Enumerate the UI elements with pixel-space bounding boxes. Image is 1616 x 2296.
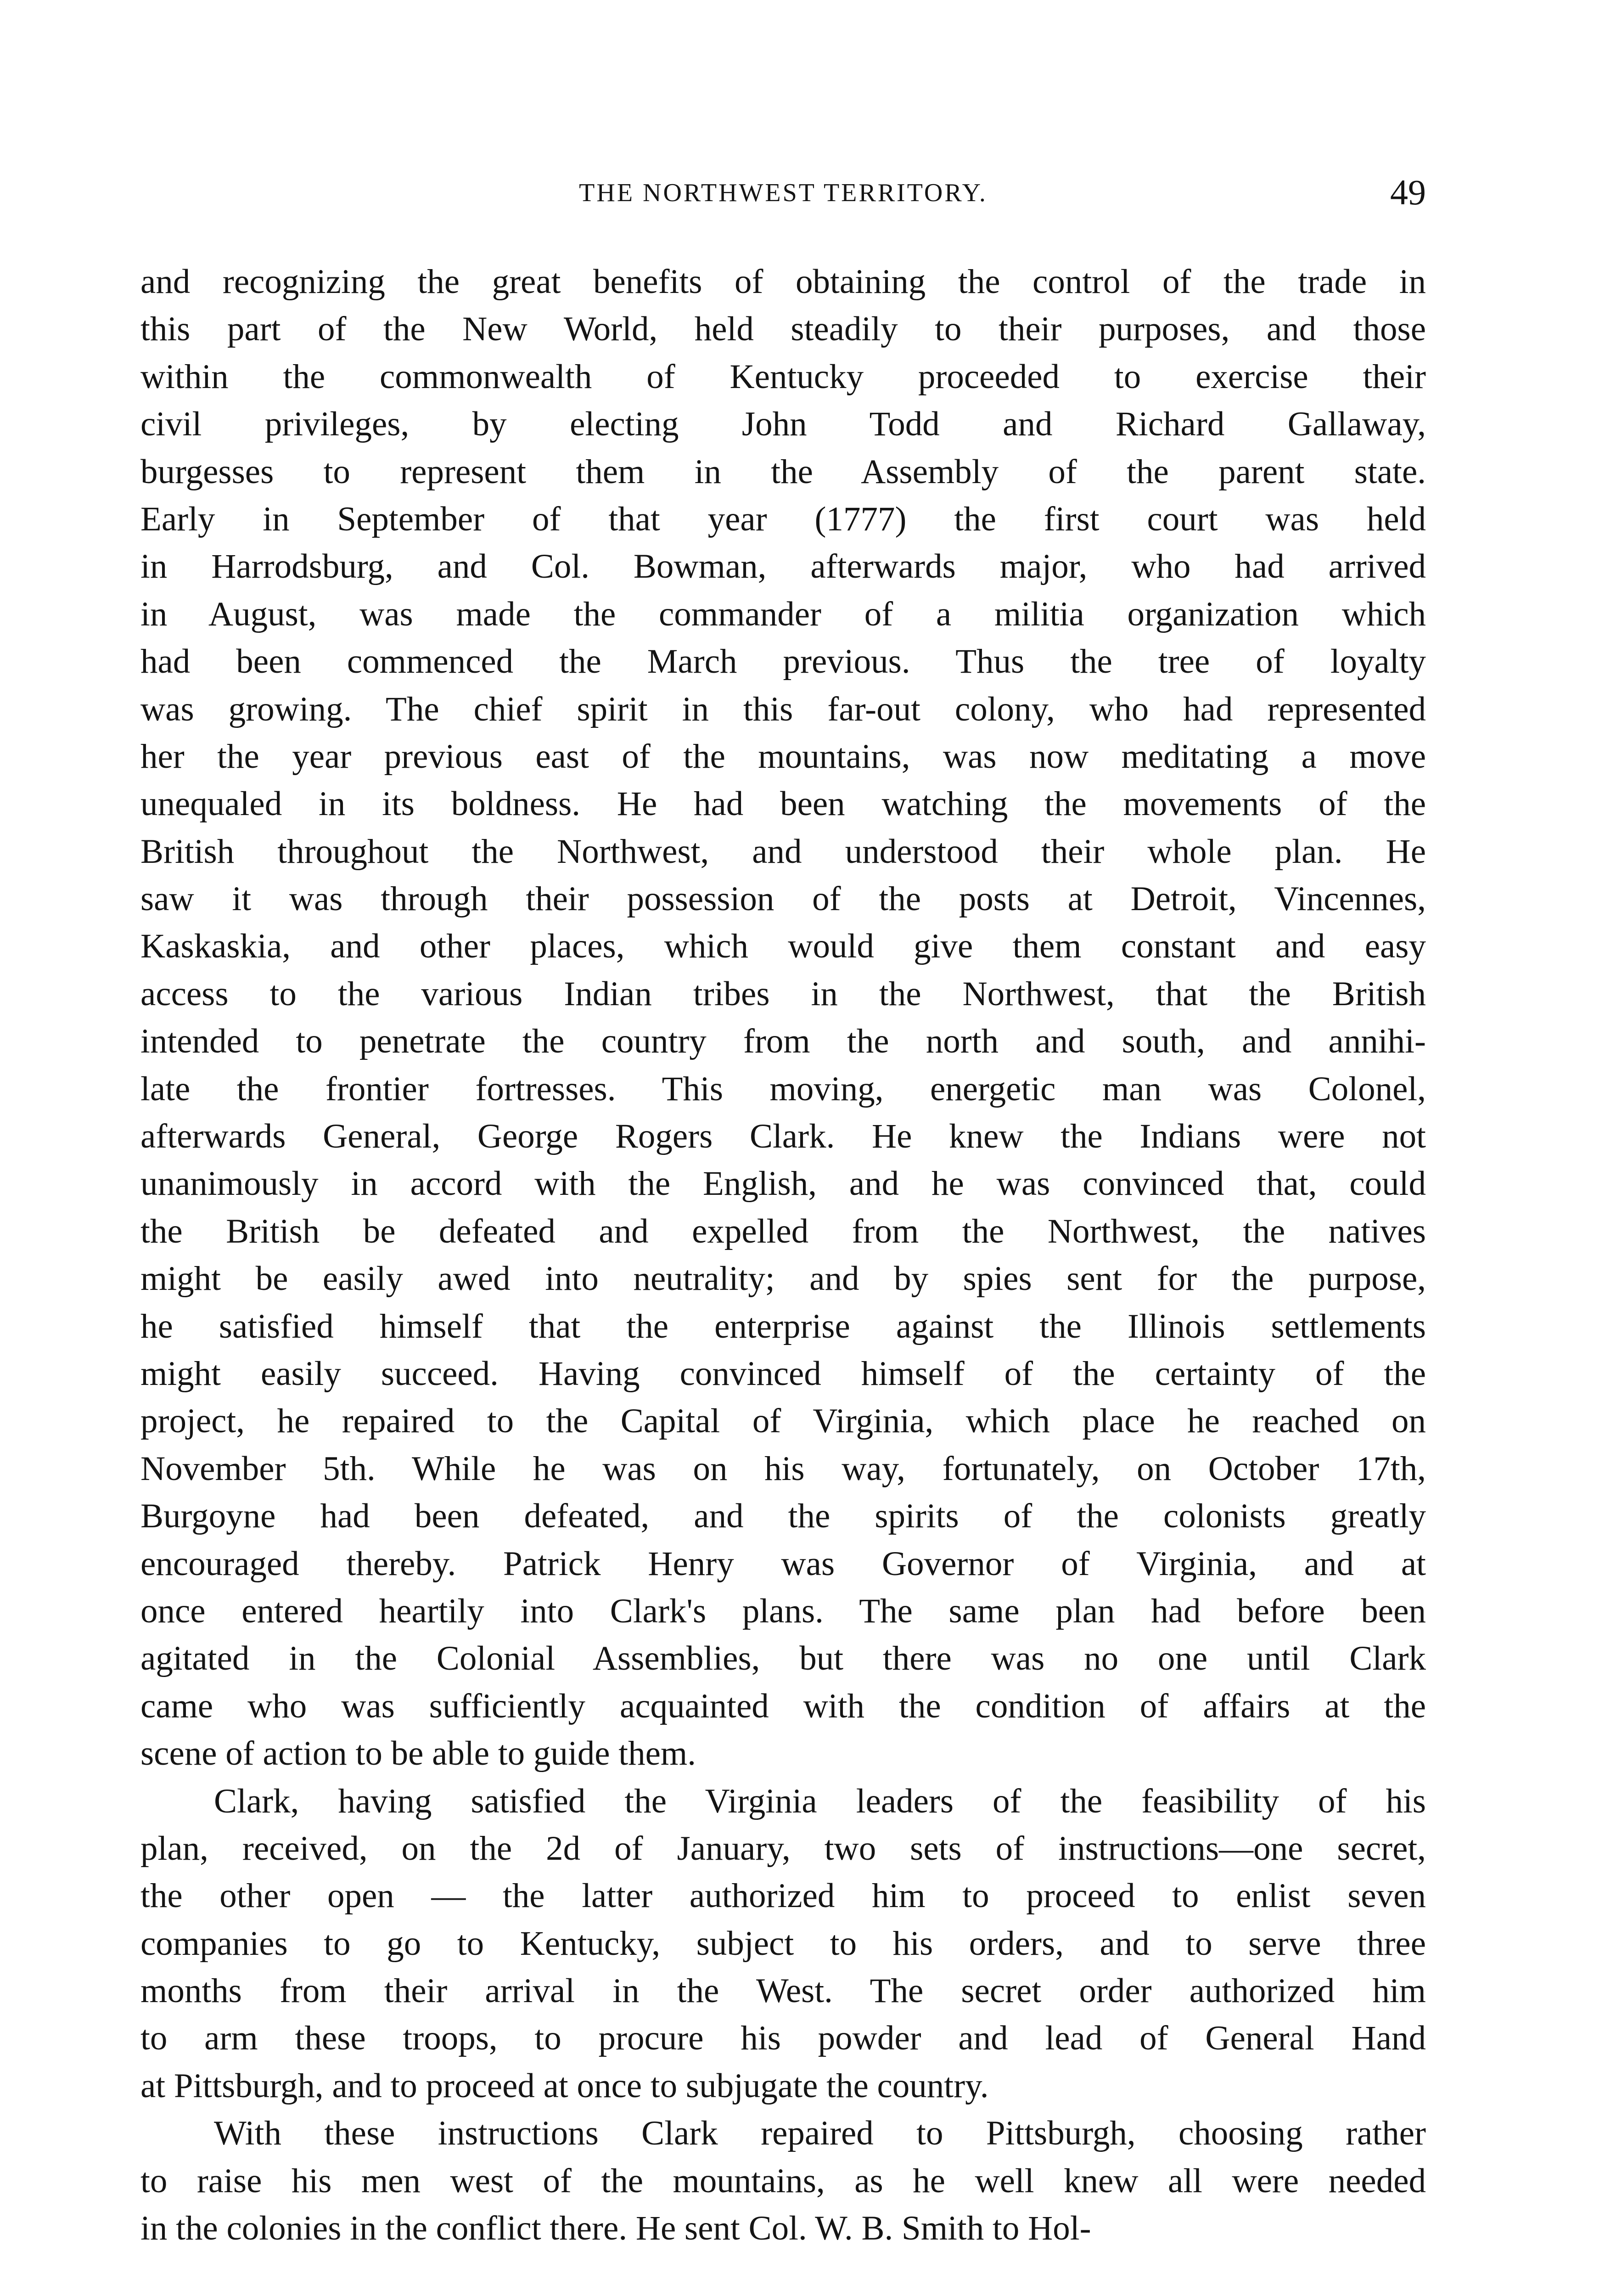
text-line: and recognizing the great benefits of obtaining the control of the trade in [140, 263, 1426, 301]
text-line: plan, received, on the 2d of January, two sets of instructions—one secret, [140, 1829, 1426, 1868]
text-line: the other open — the latter authorized him to proceed to enlist seven [140, 1877, 1426, 1915]
text-line: intended to penetrate the country from the north and south, and annihi- [140, 1022, 1426, 1061]
text-line: burgesses to represent them in the Assembly of the parent state. [140, 452, 1426, 491]
page-number: 49 [1390, 172, 1426, 212]
text-line: he satisfied himself that the enterprise against the Illinois settlements [140, 1307, 1426, 1345]
paragraph [140, 1778, 1426, 2110]
text-line: to arm these troops, to procure his powder and lead of General Hand [140, 2019, 1426, 2058]
text-line: months from their arrival in the West. The secret order authorized him [140, 1972, 1426, 2010]
text-line: afterwards General, George Rogers Clark. He knew the Indians were not [140, 1117, 1426, 1156]
paragraph [140, 258, 1426, 1778]
text-line: With these instructions Clark repaired to Pittsburgh, choosing rather [214, 2114, 1426, 2153]
text-line: once entered heartily into Clark's plans. The same plan had before been [140, 1592, 1426, 1630]
text-line: November 5th. While he was on his way, fortunately, on October 17th, [140, 1449, 1426, 1488]
text-line: scene of action to be able to guide them. [140, 1734, 696, 1773]
text-line: Burgoyne had been defeated, and the spirits of the colonists greatly [140, 1497, 1426, 1536]
text-line: in August, was made the commander of a militia organization which [140, 595, 1426, 633]
text-line: in the colonies in the conflict there. He sent Col. W. B. Smith to Hol- [140, 2209, 1091, 2248]
body-text [140, 258, 1426, 2252]
text-line: might easily succeed. Having convinced himself of the certainty of the [140, 1354, 1426, 1393]
text-line: unanimously in accord with the English, and he was convinced that, could [140, 1165, 1426, 1203]
text-line: within the commonwealth of Kentucky proceeded to exercise their [140, 357, 1426, 396]
text-line: to raise his men west of the mountains, as he well knew all were needed [140, 2161, 1426, 2200]
text-line: had been commenced the March previous. Thus the tree of loyalty [140, 642, 1426, 681]
text-line: agitated in the Colonial Assemblies, but there was no one until Clark [140, 1639, 1426, 1678]
text-line: was growing. The chief spirit in this far-out colony, who had represented [140, 690, 1426, 728]
text-line: the British be defeated and expelled from the Northwest, the natives [140, 1212, 1426, 1250]
text-line: Clark, having satisfied the Virginia leaders of the feasibility of his [214, 1782, 1426, 1820]
text-line: late the frontier fortresses. This moving, energetic man was Colonel, [140, 1069, 1426, 1108]
text-line: in Harrodsburg, and Col. Bowman, afterwards major, who had arrived [140, 547, 1426, 586]
text-line: Kaskaskia, and other places, which would give them constant and easy [140, 927, 1426, 966]
text-line: companies to go to Kentucky, subject to his orders, and to serve three [140, 1924, 1426, 1963]
text-line: might be easily awed into neutrality; and by spies sent for the purpose, [140, 1260, 1426, 1298]
text-line: at Pittsburgh, and to proceed at once to subjugate the country. [140, 2066, 989, 2105]
paragraph [140, 2110, 1426, 2252]
text-line: project, he repaired to the Capital of Virginia, which place he reached on [140, 1402, 1426, 1441]
text-line: British throughout the Northwest, and understood their whole plan. He [140, 832, 1426, 871]
text-line: this part of the New World, held steadily to their purposes, and those [140, 310, 1426, 349]
text-line: saw it was through their possession of the posts at Detroit, Vincennes, [140, 880, 1426, 918]
text-line: encouraged thereby. Patrick Henry was Governor of Virginia, and at [140, 1544, 1426, 1583]
text-line: civil privileges, by electing John Todd and Richard Gallaway, [140, 405, 1426, 444]
text-line: Early in September of that year (1777) the first court was held [140, 500, 1426, 538]
text-line: access to the various Indian tribes in the Northwest, that the British [140, 974, 1426, 1013]
text-line: her the year previous east of the mountains, was now meditating a move [140, 737, 1426, 776]
text-line: came who was sufficiently acquainted with the condition of affairs at the [140, 1687, 1426, 1725]
running-title: THE NORTHWEST TERRITORY. [579, 179, 988, 207]
running-head [140, 174, 1426, 216]
text-line: unequaled in its boldness. He had been watching the movements of the [140, 785, 1426, 823]
